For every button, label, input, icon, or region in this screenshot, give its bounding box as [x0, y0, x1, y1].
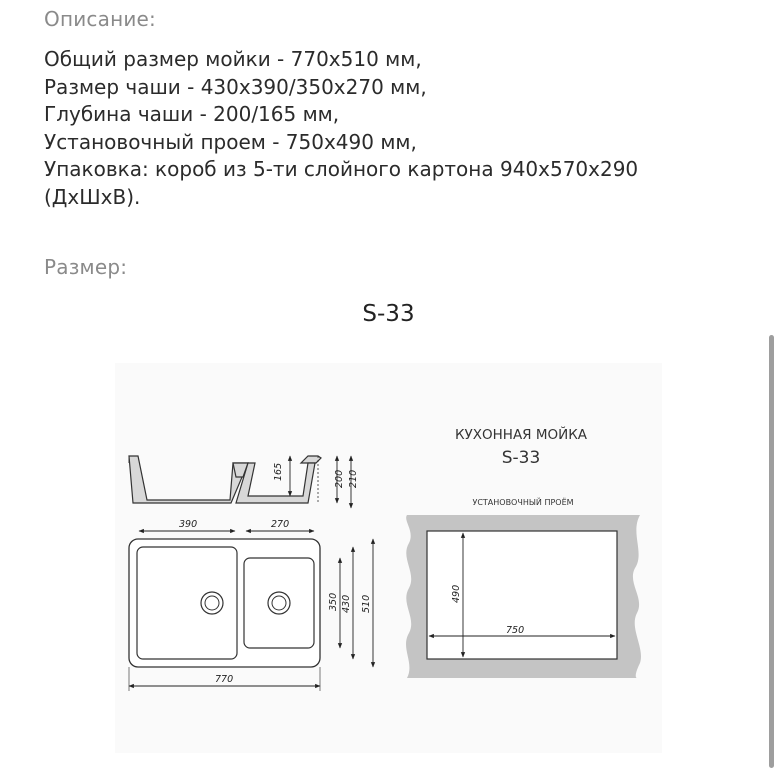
dim-bowl-large-height: 430 [341, 594, 352, 613]
sink-drawing [115, 363, 662, 753]
dim-bowl-small-width: 270 [271, 519, 290, 530]
dim-opening-height: 490 [451, 584, 462, 603]
description-line: Глубина чаши - 200/165 мм, [44, 102, 340, 126]
installation-opening [406, 515, 641, 678]
dim-total-width: 770 [215, 674, 234, 685]
dim-bowl-small-height: 350 [328, 592, 339, 611]
sink-drawing-svg [115, 363, 662, 753]
description-line: (ДхШхВ). [44, 184, 141, 209]
description-line: Общий размер мойки - 770х510 мм, [44, 47, 422, 71]
dim-height-total: 210 [348, 469, 359, 488]
sink-section-view [129, 456, 321, 503]
description-line: Размер чаши - 430х390/350х270 мм, [44, 74, 427, 99]
dim-depth-small: 165 [273, 462, 284, 481]
scrollbar[interactable] [769, 335, 774, 768]
dim-bowl-large-width: 390 [179, 519, 198, 530]
description-line: Установочный проем - 750х490 мм, [44, 129, 417, 154]
description-line: Упаковка: короб из 5-ти слойного картона 940х570х290 [44, 157, 639, 181]
dim-opening-width: 750 [506, 625, 525, 636]
model-name: S-33 [362, 301, 415, 327]
drawing-title: КУХОННАЯ МОЙКА [454, 427, 588, 443]
size-heading: Размер: [44, 255, 128, 279]
sink-top-view [129, 539, 320, 667]
dim-total-height: 510 [361, 594, 372, 613]
dim-depth-large: 200 [334, 469, 345, 488]
description-text [44, 46, 764, 211]
opening-label: УСТАНОВОЧНЫЙ ПРОЁМ [472, 498, 574, 507]
description-heading: Описание: [44, 7, 156, 31]
drawing-model: S-33 [501, 448, 541, 468]
